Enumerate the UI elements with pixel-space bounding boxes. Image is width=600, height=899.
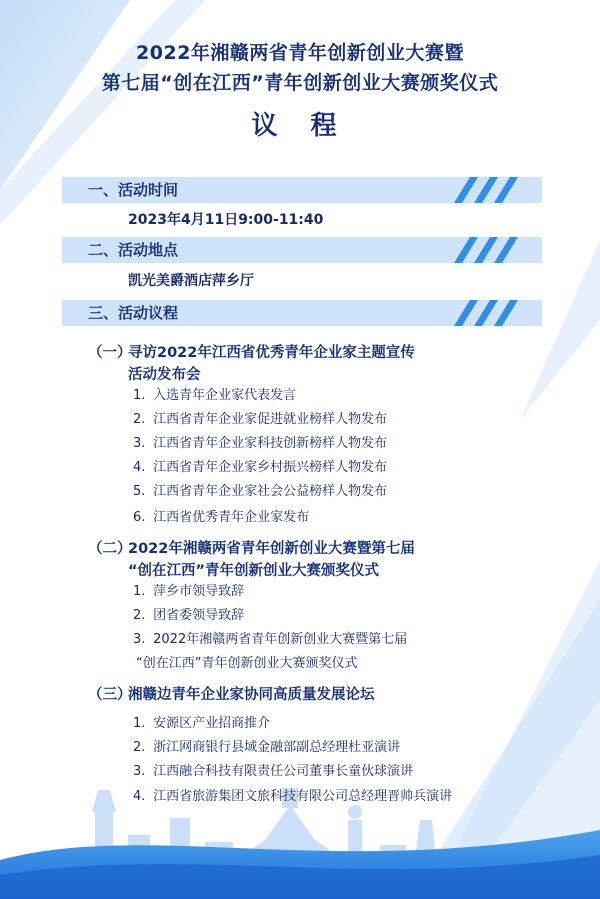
list-item: 6. 江西省优秀青年企业家发布 [133,510,310,525]
list-item: 3. 江西省青年企业家科技创新榜样人物发布 [133,436,388,451]
list-item: 3. 2022年湘赣两省青年创新创业大赛暨第七届 [133,632,408,647]
agenda-part-2-title [88,538,415,582]
event-time: 2023年4月11日9:00-11:40 [128,212,324,228]
list-item: 5. 江西省青年企业家社会公益榜样人物发布 [133,484,388,499]
agenda-part-2-number: （二） [88,541,132,557]
list-item: 1. 安源区产业招商推介 [133,716,271,731]
agenda-part-1-title [88,342,415,386]
list-item: 4. 江西省旅游集团文旅科技有限公司总经理晋帅兵演讲 [133,789,453,804]
list-item: 2. 江西省青年企业家促进就业榜样人物发布 [133,412,388,427]
list-item: 1. 萍乡市领导致辞 [133,584,245,599]
list-item-continuation: “创在江西”青年创新创业大赛颁奖仪式 [136,656,358,671]
agenda-part-3-title-line-1: 湘赣边青年企业家协同高质量发展论坛 [128,687,375,703]
title-line-1: 2022年湘赣两省青年创新创业大赛暨 [136,42,464,64]
agenda-part-3-number: （三） [88,687,132,703]
agenda-part-1-title-line-1: 寻访2022年江西省优秀青年企业家主题宣传 [128,345,415,361]
list-item: 4. 江西省青年企业家乡村振兴榜样人物发布 [133,460,388,475]
section-label-time: 一、活动时间 [88,181,179,199]
title-block [0,38,600,146]
title-line-2: 第七届“创在江西”青年创新创业大赛颁奖仪式 [101,72,499,94]
list-item: 1. 入选青年企业家代表发言 [133,388,297,403]
section-label-location: 二、活动地点 [88,241,179,259]
section-bar-location [62,237,542,263]
list-item: 2. 浙江网商银行县域金融部副总经理杜亚演讲 [133,740,401,755]
agenda-part-1-title-line-2: 活动发布会 [128,367,201,383]
agenda-part-3-title [88,684,375,706]
section-label-agenda: 三、活动议程 [88,304,179,322]
list-item: 2. 团省委领导致辞 [133,608,245,623]
section-bar-agenda [62,300,542,326]
agenda-part-2-title-line-1: 2022年湘赣两省青年创新创业大赛暨第七届 [128,541,415,557]
agenda-part-2-title-line-2: “创在江西”青年创新创业大赛颁奖仪式 [128,563,380,579]
agenda-part-1-number: （一） [88,345,132,361]
section-bar-time [62,177,542,203]
page-title: 议 程 [251,111,349,141]
right-stripe-upper [520,240,600,420]
list-item: 3. 江西融合科技有限责任公司董事长童伙球演讲 [133,764,414,779]
event-location: 凯光美爵酒店萍乡厅 [128,273,254,289]
